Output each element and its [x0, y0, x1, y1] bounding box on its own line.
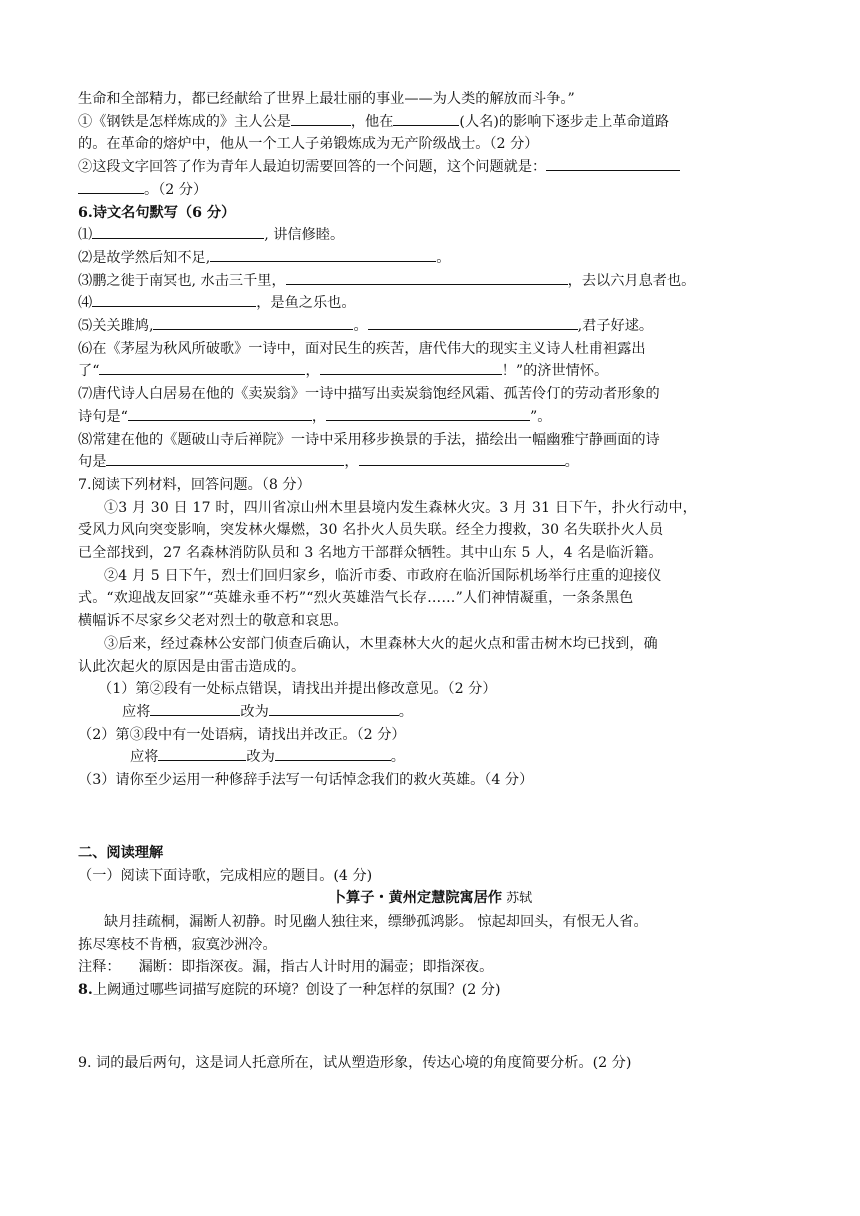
q6-l2-end: 。	[436, 249, 451, 266]
q6-l1-num: ⑴	[78, 227, 93, 244]
answer-blank[interactable]	[210, 247, 436, 262]
q7-sub2: （2）第③段中有一处语病，请找出并改正。（2 分）	[78, 726, 406, 743]
section2-subheading: （一）阅读下面诗歌，完成相应的题目。(4 分)	[78, 867, 373, 884]
q6-l5-end: ,君子好逑。	[577, 318, 654, 335]
q6-line8a: ⑻常建在他的《题破山寺后禅院》一诗中采用移步换景的手法，描绘出一幅幽雅宁静画面的诗	[78, 431, 660, 448]
q6-l7-mid: ，	[311, 408, 327, 425]
answer-blank[interactable]	[78, 179, 144, 194]
q5-continuation: 生命和全部精力，都已经献给了世界上最壮丽的事业——为人类的解放而斗争。”	[78, 91, 575, 107]
answer-blank[interactable]	[92, 292, 256, 307]
q7-sub2-answer	[78, 746, 786, 769]
q6-l6-end: ！”的济世情怀。	[501, 363, 609, 380]
q6-line5	[78, 315, 786, 338]
q7-sub3: （3）请你至少运用一种修辞手法写一句话悼念我们的救火英雄。（4 分）	[78, 772, 534, 789]
q6-line6a: ⑹在《茅屋为秋风所破歌》一诗中，面对民生的疾苦，唐代伟大的现实主义诗人杜甫袒露出	[78, 340, 646, 357]
answer-blank[interactable]	[153, 315, 353, 330]
q9-question: 9. 词的最后两句，这是词人托意所在，试从塑造形象，传达心境的角度简要分析。(2 分)	[78, 1054, 632, 1071]
poem-line1: 缺月挂疏桐，漏断人初静。时见幽人独往来，缥缈孤鸿影。 惊起却回头，有恨无人省。	[104, 913, 648, 930]
q5-item2-text-a: ②这段文字回答了作为青年人最迫切需要回答的一个问题，这个问题就是：	[78, 159, 547, 176]
q6-l4-num: ⑷	[78, 295, 93, 312]
q7-title: 7.阅读下列材料，回答问题。（8 分）	[78, 476, 311, 493]
q6-l1-text: , 讲信修睦。	[264, 227, 345, 244]
q6-line4	[78, 292, 786, 315]
poem-line2: 拣尽寒枝不肯栖，寂寞沙洲冷。	[78, 936, 277, 953]
q7-para1-line2: 受风力风向突变影响，突发林火爆燃，30 名扑火人员失联。经全力搜救，30 名失联扑火人员	[78, 522, 664, 539]
q5-item2-line2	[78, 179, 786, 202]
answer-blank[interactable]	[291, 111, 351, 126]
answer-blank[interactable]	[546, 156, 680, 171]
answer-space[interactable]	[78, 792, 786, 842]
answer-blank[interactable]	[92, 224, 264, 239]
q6-line7a: ⑺唐代诗人白居易在他的《卖炭翁》一诗中描写出卖炭翁饱经风霜、孤苦伶仃的劳动者形象的	[78, 386, 660, 403]
q6-line7b	[78, 406, 786, 429]
q7-s2-label-a: 应将	[130, 749, 159, 766]
answer-blank[interactable]	[326, 406, 530, 421]
q6-l5-mid: 。	[353, 318, 368, 335]
q8-question	[78, 979, 786, 1002]
answer-blank[interactable]	[106, 451, 344, 466]
poem-title: 卜算子・黄州定慧院寓居作	[331, 890, 503, 907]
q6-title: 6.诗文名句默写（6 分）	[78, 204, 236, 221]
answer-blank[interactable]	[393, 111, 459, 126]
q8-number: 8.	[78, 982, 93, 999]
q5-item1-line1	[78, 111, 786, 134]
q6-l7-end: ”。	[530, 408, 552, 425]
answer-blank[interactable]	[368, 315, 578, 330]
q6-line8b	[78, 451, 786, 474]
answer-blank[interactable]	[128, 406, 312, 421]
q7-sub1: （1）第②段有一处标点错误，请找出并提出修改意见。（2 分）	[98, 681, 497, 698]
q6-l4-text: ，是鱼之乐也。	[256, 295, 356, 312]
q5-item1-text-b: ，他在	[350, 113, 394, 130]
q6-line6b	[78, 360, 786, 383]
poem-note: 注释： 漏断：即指深夜。漏，指古人计时用的漏壶；即指深夜。	[78, 959, 494, 976]
q7-para2-line1: ②4 月 5 日下午，烈士们回归家乡，临沂市委、市政府在临沂国际机场举行庄重的迎接仪	[104, 567, 662, 584]
q6-l8-mid: ，	[344, 454, 359, 471]
q7-para1-line1: ①3 月 30 日 17 时，四川省凉山州木里县境内发生森林火灾。3 月 31 日下午，扑火行动中，	[104, 499, 697, 516]
q5-item2-line1	[78, 156, 786, 179]
q7-s1-label-a: 应将	[122, 703, 151, 720]
q7-para1-line3: 已全部找到，27 名森林消防队员和 3 名地方干部群众牺牲。其中山东 5 人，4 名是临沂籍。	[78, 545, 663, 562]
q7-s1-end: 。	[398, 703, 413, 720]
q7-para2-line3: 横幅诉不尽家乡父老对烈士的敬意和哀思。	[78, 613, 348, 630]
q5-item1-text-c: (人名)的影响下逐步走上革命道路	[459, 113, 670, 130]
q6-l5-text: ⑸关关雎鸠,	[78, 318, 154, 335]
q7-para2-line2: 式。“欢迎战友回家”“英雄永垂不朽”“烈火英雄浩气长存……”人们神情凝重，一条条黑色	[78, 590, 634, 607]
q6-l3-end: ，去以六月息者也。	[567, 272, 696, 289]
q7-s2-end: 。	[390, 749, 405, 766]
q6-l6-mid: ，	[305, 363, 320, 380]
answer-blank[interactable]	[275, 746, 391, 761]
q5-item1-text-a: ①《钢铁是怎样炼成的》主人公是	[78, 113, 291, 130]
q5-item2-text-b: 。（2 分）	[144, 181, 208, 198]
q7-s1-label-b: 改为	[240, 703, 269, 720]
q6-l2-text: ⑵是故学然后知不足,	[78, 249, 211, 266]
exam-page	[78, 88, 786, 1074]
q6-l8-text: 句是	[78, 454, 107, 471]
answer-blank[interactable]	[269, 701, 399, 716]
answer-blank[interactable]	[320, 360, 502, 375]
q7-para3-line2: 认此次起火的原因是由雷击造成的。	[78, 658, 306, 675]
answer-blank[interactable]	[99, 360, 305, 375]
q6-l6-text: 了“	[78, 363, 100, 380]
section2-heading: 二、阅读理解	[78, 844, 164, 861]
answer-blank[interactable]	[286, 270, 568, 285]
q6-l8-end: 。	[564, 454, 579, 471]
answer-blank[interactable]	[158, 746, 246, 761]
answer-blank[interactable]	[359, 451, 565, 466]
q7-sub1-answer	[78, 701, 786, 724]
q6-line2	[78, 247, 786, 270]
q6-line1	[78, 224, 786, 247]
q8-text: 上阙通过哪些词描写庭院的环境？创设了一种怎样的氛围？(2 分)	[92, 982, 501, 999]
answer-blank[interactable]	[150, 701, 240, 716]
q7-para3-line1: ③后来，经过森林公安部门侦查后确认，木里森林大火的起火点和雷击树木均已找到，确	[104, 635, 658, 652]
poem-author: 苏轼	[506, 891, 533, 907]
q5-item1-line2: 的。在革命的熔炉中，他从一个工人子弟锻炼成为无产阶级战士。（2 分）	[78, 136, 539, 153]
q7-s2-label-b: 改为	[246, 749, 275, 766]
q6-line3	[78, 270, 786, 293]
q6-l7-text: 诗句是“	[78, 408, 128, 425]
q6-l3-text: ⑶鹏之徙于南冥也, 水击三千里，	[78, 272, 286, 289]
poem-title-line	[78, 887, 786, 911]
answer-space[interactable]	[78, 1002, 786, 1052]
